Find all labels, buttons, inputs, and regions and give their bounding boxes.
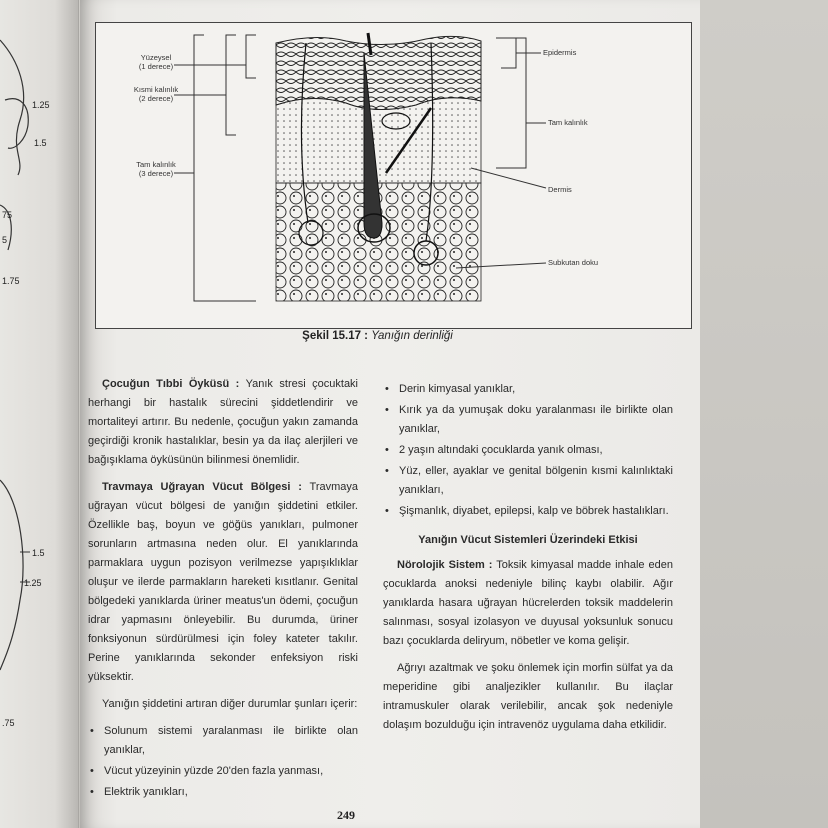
bullet-list <box>88 722 358 802</box>
list-item: • Elektrik yanıkları, <box>88 783 358 802</box>
list-item: • 2 yaşın altındaki çocuklarda yanık olması, <box>383 441 673 460</box>
left-label: .75 <box>2 718 15 728</box>
page-number: 249 <box>337 808 355 822</box>
skin-figure <box>95 22 692 329</box>
paragraph <box>88 478 358 687</box>
bullet-list <box>383 380 673 521</box>
label-tam-kalinlik-right: Tam kalınlık <box>548 118 588 127</box>
list-item: • Şişmanlık, diyabet, epilepsi, kalp ve böbrek hastalıkları. <box>383 502 673 521</box>
label-yuzeysel: Yüzeysel (1 derece) <box>138 53 174 71</box>
list-item: • Solunum sistemi yaralanması ile birlikte olan yanıklar, <box>88 722 358 760</box>
label-dermis: Dermis <box>548 185 572 194</box>
list-item: • Kırık ya da yumuşak doku yaralanması ile birlikte olan yanıklar, <box>383 401 673 439</box>
paragraph-title: Nörolojik Sistem : <box>397 559 493 571</box>
list-item: • Vücut yüzeyinin yüzde 20'den fazla yanması, <box>88 762 358 781</box>
left-label: 1.5 <box>34 138 47 148</box>
left-label: 1.25 <box>32 100 50 110</box>
paragraph <box>88 375 358 470</box>
left-label: 5 <box>2 235 8 245</box>
list-item: • Derin kimyasal yanıklar, <box>383 380 673 399</box>
section-heading: Yanığın Vücut Sistemleri Üzerindeki Etkisi <box>418 534 638 546</box>
paragraph: Yanığın şiddetini artıran diğer durumlar şunları içerir: <box>102 698 358 710</box>
caption-prefix: Şekil 15.17 : <box>302 330 369 342</box>
left-page-edge <box>0 0 79 828</box>
label-subkutan-doku: Subkutan doku <box>548 258 599 267</box>
paragraph-text: Travmaya uğrayan vücut bölgesi de yanığın şiddetini etkiler. Özellikle baş, boyun ve göğüs yanıkları, pulmoner sorunların artmasına neden olur. El yanıklarında parmaklara uygun pozisyon verilmezse yapışıklıklar oluşur ve ilerde parmakların hareketi kısıtlanır. Genital bölgedeki yanıklarda üriner meatus'un ödemi, çocuğun idrar yapmasını önleyebilir. Bu durumda, üriner fonksiyonun sürdürülmesi için foley kateter takılır. Perine yanıklarında sekonder enfeksiyon riski yüksektir. <box>88 481 359 683</box>
paragraph: Ağrıyı azaltmak ve şoku önlemek için morfin sülfat ya da meperidine gibi analjezikler kullanılır. Bu ilaçlar intramuskuler olarak verilebilir, ancak şok nedeniyle dolaşım bozulduğu için intravenöz uygulama daha etkilidir. <box>383 662 673 731</box>
right-column <box>383 380 673 743</box>
label-kismi-kalinlik: Kısmi kalınlık (2 derece) <box>133 85 179 103</box>
book-page <box>80 0 700 828</box>
list-item: • Yüz, eller, ayaklar ve genital bölgenin kısmi kalınlıktaki yanıkları, <box>383 462 673 500</box>
paragraph-text: Yanık stresi çocuktaki herhangi bir hastalık sürecini şiddetlendirir ve mortaliteyi artırır. Bu nedenle, çocuğun yakın zamanda geçirdiği kronik hastalıklar, besin ya da ilaç alerjileri ve bağışıklama öyküsünün bilinmesi önemlidir. <box>88 378 359 466</box>
left-column <box>88 375 358 804</box>
left-label: 1.5 <box>32 548 45 558</box>
left-label: 1.75 <box>2 276 20 286</box>
paragraph-title: Travmaya Uğrayan Vücut Bölgesi : <box>102 481 302 493</box>
label-epidermis: Epidermis <box>543 48 577 57</box>
paragraph-text: Toksik kimyasal madde inhale eden çocuklarda anoksi nedeniyle bilinç kaybı olabilir. Ağır yanıklarda hasara uğrayan hücrelerden toksik maddelerin salınması, sosyal izolasyon ve duyusal yoksunluk sonucu bazı çocuklarda deliryum, nöbetler ve koma gelişir. <box>383 559 673 647</box>
left-label: 75 <box>2 210 13 220</box>
paragraph <box>383 556 673 651</box>
figure-caption <box>80 330 675 342</box>
left-page-drawing <box>0 0 78 828</box>
caption-text: Yanığın derinliği <box>371 330 453 342</box>
left-label: 1.25 <box>24 578 42 588</box>
label-tam-kalinlik-left: Tam kalınlık (3 derece) <box>136 160 176 178</box>
paragraph-title: Çocuğun Tıbbi Öyküsü : <box>102 378 240 390</box>
